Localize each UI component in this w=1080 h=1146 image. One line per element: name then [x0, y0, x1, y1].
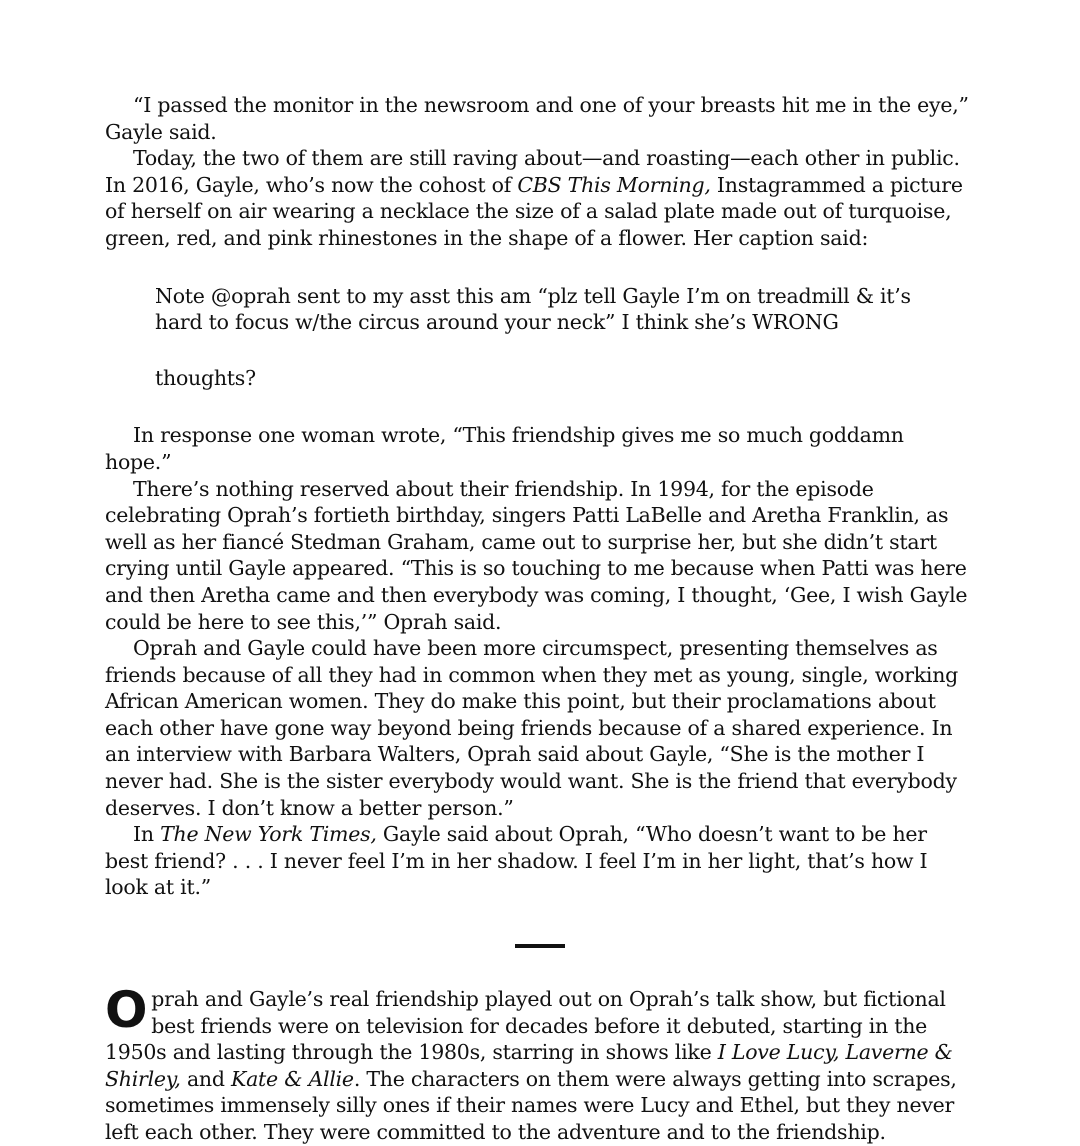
book-page: [105, 92, 975, 1146]
paragraph-fictional-friends: [105, 981, 975, 1146]
paragraph-response: In response one woman wrote, “This friendship gives me so much goddamn hope.”: [105, 423, 904, 474]
paragraph-text: In: [133, 822, 161, 847]
instagram-caption-quote: [155, 283, 915, 392]
paragraph-circumspect: Oprah and Gayle could have been more circumspect, presenting themselves as friends because of all they had in common when they met as young, single, working African American women. They do make this point, but their proclamations about each other have gone way beyond being friends because of a shared experience. In an interview with Barbara Walters, Oprah said about Gayle, “She is the mother I never had. She is the sister everybody would want. She is the friend that everybody deserves. I don’t know a better person.”: [105, 636, 959, 820]
quote-line: thoughts?: [155, 365, 256, 390]
paragraph-text: . The characters on them were always getting into scrapes, sometimes immensely silly ones if their names were Lucy and Ethel, but they never left each other. They were committed to the adventure and to the friendship.: [105, 1066, 957, 1144]
newspaper-title-italic: The New York Times,: [160, 822, 377, 847]
quote-gap: [155, 336, 915, 365]
paragraph-instagram-necklace: [105, 145, 975, 251]
paragraph-text: prah and Gayle’s real friendship played out on Oprah’s talk show, but fictional best friends were on television for decades before it debuted, starting in the 1950s and lasting through the 1980s, starring in shows like: [105, 987, 946, 1065]
show-title-italic: Kate & Allie: [231, 1066, 354, 1091]
paragraph-text: Instagrammed a picture of herself on air wearing a necklace the size of a salad plate made out of turquoise, green, red, and pink rhinestones in the shape of a flower. Her caption said:: [105, 172, 963, 250]
section-divider: [515, 944, 565, 948]
paragraph-newsroom-quote: “I passed the monitor in the newsroom and one of your breasts hit me in the eye,” Gayle said.: [105, 93, 969, 144]
show-title-italic: CBS This Morning,: [517, 172, 711, 197]
drop-cap: O: [105, 981, 148, 1040]
paragraph-text: Today, the two of them are still raving about—and roasting—each other in public. In 2016, Gayle, who’s now the cohost of: [105, 146, 960, 197]
show-titles-italic: I Love Lucy, Laverne & Shirley,: [105, 1040, 953, 1091]
paragraph-nyt-quote: [105, 821, 975, 901]
paragraph-text: Gayle said about Oprah, “Who doesn’t want to be her best friend? . . . I never feel I’m in her shadow. I feel I’m in her light, that’s how I look at it.”: [105, 822, 928, 900]
quote-line: Note @oprah sent to my asst this am “plz tell Gayle I’m on treadmill & it’s hard to focus w/the circus around your neck” I think she’s WRONG: [155, 283, 911, 335]
paragraph-text: and: [180, 1066, 232, 1091]
paragraph-birthday-episode: There’s nothing reserved about their friendship. In 1994, for the episode celebrating Oprah’s fortieth birthday, singers Patti LaBelle and Aretha Franklin, as well as her fiancé Stedman Graham, came out to surprise her, but she didn’t start crying until Gayle appeared. “This is so touching to me because when Patti was here and then Aretha came and then everybody was coming, I thought, ‘Gee, I wish Gayle could be here to see this,’” Oprah said.: [105, 476, 968, 634]
